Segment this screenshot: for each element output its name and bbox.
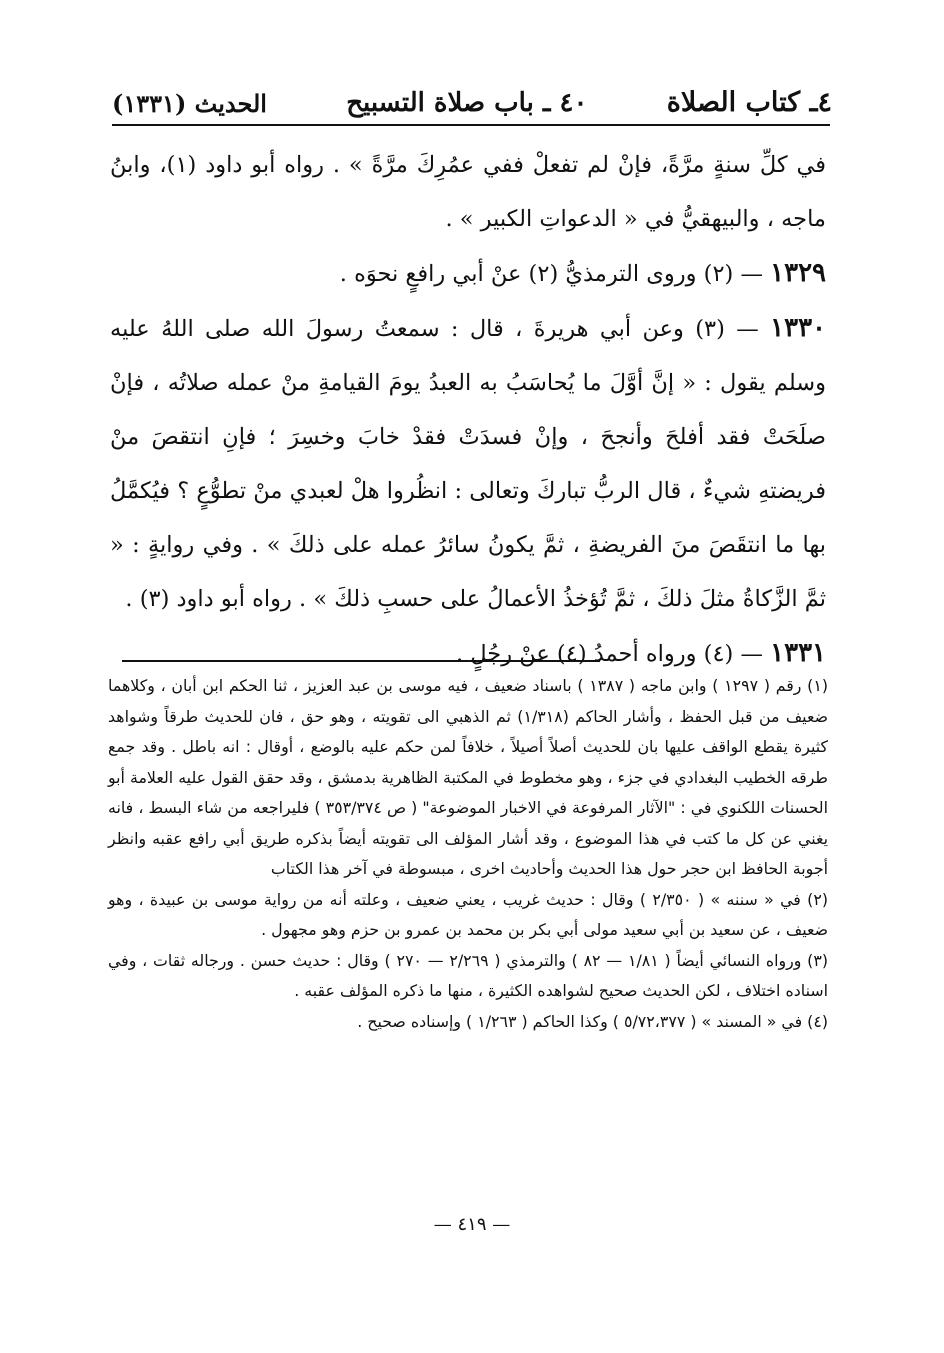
footnote-2: (٢) في « سننه » ( ٢/٣٥٠ ) وقال : حديث غريب ، يعني ضعيف ، وعلته أنه من رواية موسى بن عبيدة ، وهو ضعيف ، عن سعيد بن أبي سعيد مولى أبي بكر بن محمد بن عمرو بن حزم وهو مجهول . [108,889,828,939]
book-title: ٤ـ كتاب الصلاة [666,87,832,118]
hadith-number: ١٣٢٩ [770,258,826,288]
hadith-text: — (٤) ورواه أحمدُ (٤) عنْ رجُلٍ . [455,641,763,667]
chapter-title: ٤٠ ـ باب صلاة التسبيح [346,88,588,118]
footnotes [108,671,828,1037]
footnote-3: (٣) ورواه النسائي أيضاً ( ١/٨١ — ٨٢ ) والترمذي ( ٢/٢٦٩ — ٢٧٠ ) وقال : حديث حسن . ورجاله ثقات ، وفي اسناده اختلاف ، لكن الحديث صحيح لشواهده الكثيرة ، منها ما ذكره المؤلف عقبه . [108,950,829,1000]
page-number: — ٤١٩ — [433,1214,511,1235]
running-header [112,78,832,118]
hadith-number: ١٣٣١ [770,638,826,668]
footnote-4: (٤) في « المسند » ( ٥/٧٢،٣٧٧ ) وكذا الحاكم ( ١/٢٦٣ ) وإسناده صحيح . [357,1011,828,1031]
footnote-divider [122,660,600,662]
hadith-number: ١٣٣٠ [770,313,826,343]
hadith-text: — (٣) وعن أبي هريرةَ ، قال : سمعتُ رسولَ الله صلى اللهُ عليه وسلم يقول : « إنَّ أوَّلَ ما يُحاسَبُ به العبدُ يومَ القيامةِ منْ عمله صلاتُه ، فإنْ صلَحَتْ فقد أفلحَ وأنجحَ ، وإنْ فسدَتْ فقدْ خابَ وخسِرَ ؛ فإنِ انتقصَ منْ فريضتهِ شيءٌ ، قال الربُّ تباركَ وتعالى : انظُروا هلْ لعبدي منْ تطوُّعٍ ؟ فيُكمَّلُ بها ما انتقَصَ منَ الفريضةِ ، ثمَّ يكونُ سائرُ عمله على ذلكَ » . وفي روايةٍ : « ثمَّ الزَّكاةُ مثلَ ذلكَ ، ثمَّ تُؤخذُ الأعمالُ على حسبِ ذلكَ » . رواه أبو داود (٣) . [110,316,826,612]
hadith-reference: الحديث (١٣٣١) [112,89,267,118]
hadith-1330 [110,301,826,626]
paragraph-continuation: في كلِّ سنةٍ مرَّةً، فإنْ لم تفعلْ ففي عمُرِكَ مرَّةً » . رواه أبو داود (١)، وابنُ ماجه ، والبيهقيُّ في « الدعواتِ الكبير » . [110,152,826,232]
main-text [110,138,826,681]
hadith-text: — (٢) وروى الترمذيُّ (٢) عنْ أبي رافعٍ نحوَه . [339,261,763,287]
footnote-1: (١) رقم ( ١٢٩٧ ) وابن ماجه ( ١٣٨٧ ) باسناد ضعيف ، فيه موسى بن عبد العزيز ، ثنا الحكم ابن أبان ، وكلاهما ضعيف من قبل الحفظ ، وأشار الحاكم (١/٣١٨) ثم الذهبي الى تقويته ، وهو حق ، فان للحديث طرقاً وشواهد كثيرة يقطع الواقف عليها بان للحديث أصلاً أصيلاً ، خلافاً لمن حكم عليه بالوضع ، أوقال : انه باطل . وقد جمع طرقه الخطيب البغدادي في جزء ، وهو مخطوط في المكتبة الظاهرية بدمشق ، وقد حقق القول عليه العلامة أبو الحسنات اللكنوي في : "الآثار المرفوعة في الاخبار الموضوعة" ( ص ٣٥٣/٣٧٤ ) فليراجعه من شاء البسط ، فانه يغني عن كل ما كتب في هذا الموضوع ، وقد أشار المؤلف الى تقويته أيضاً بذكره طريق أبي رافع عقبه وانظر أجوبة الحافظ ابن حجر حول هذا الحديث وأحاديث اخرى ، مبسوطة في آخر هذا الكتاب [108,676,829,878]
hadith-1329 [110,246,826,301]
header-divider [112,124,830,126]
